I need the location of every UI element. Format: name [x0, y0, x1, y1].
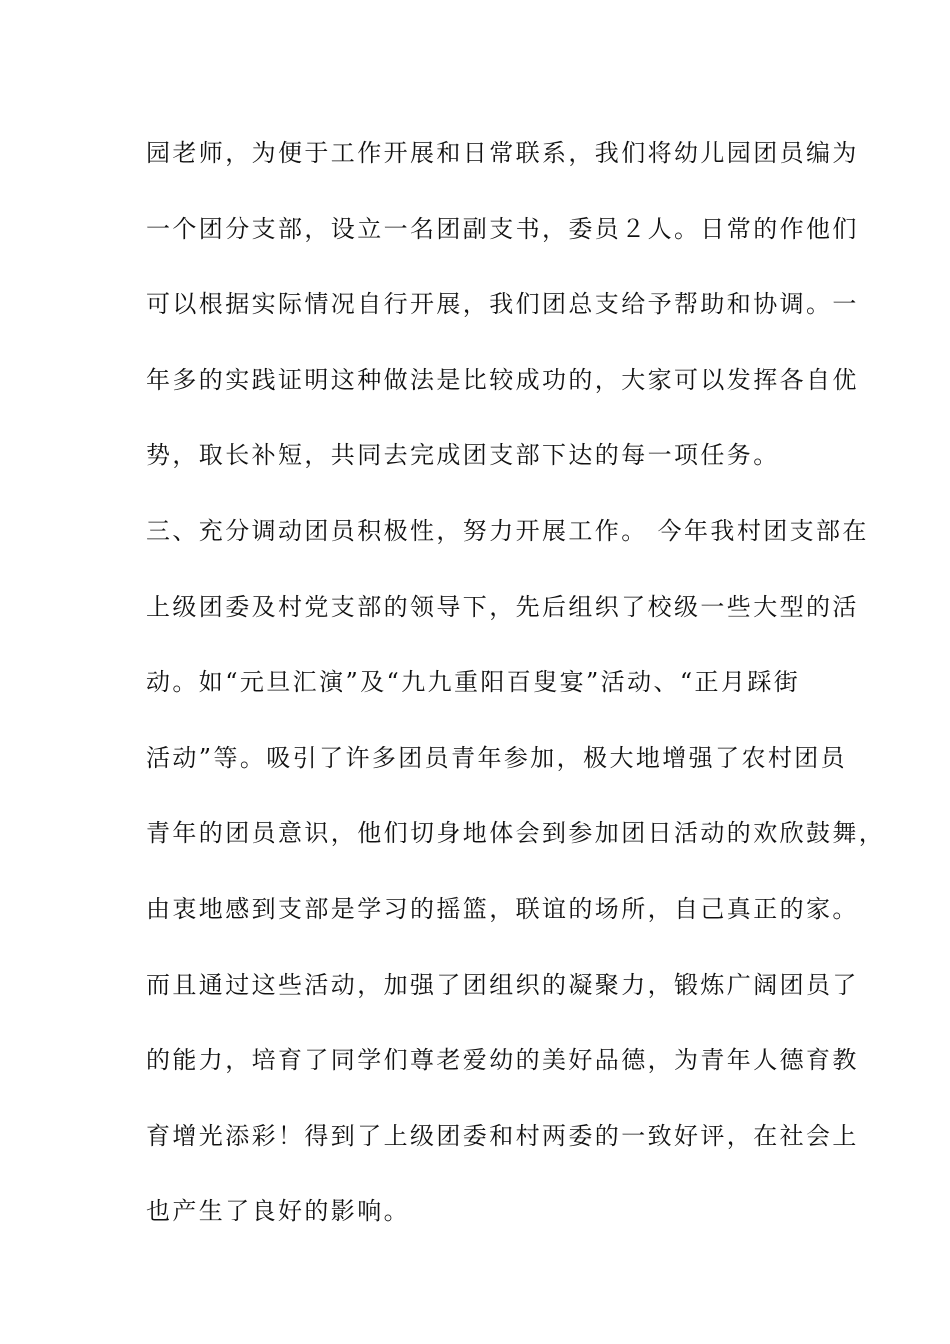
text-line: 上级团委及村党支部的领导下，先后组织了校级一些大型的活	[146, 592, 859, 621]
section-heading-line: 三、充分调动团员积极性，努力开展工作。 今年我村团支部在	[146, 516, 869, 545]
text-line: 活动”等。吸引了许多团员青年参加，极大地增强了农村团员	[146, 743, 848, 772]
text-line: 年多的实践证明这种做法是比较成功的，大家可以发挥各自优	[146, 365, 859, 394]
text-line: 势，取长补短，共同去完成团支部下达的每一项任务。	[146, 441, 780, 470]
text-line: 也产生了良好的影响。	[146, 1197, 410, 1226]
text-line: 可以根据实际情况自行开展，我们团总支给予帮助和协调。一	[146, 290, 859, 319]
text-line: 的能力，培育了同学们尊老爱幼的美好品德，为青年人德育教	[146, 1046, 859, 1075]
text-line: 育增光添彩！得到了上级团委和村两委的一致好评，在社会上	[146, 1121, 859, 1150]
text-line: 动。如“元旦汇演”及“九九重阳百叟宴”活动、“正月踩街	[146, 668, 801, 697]
text-line: 一个团分支部，设立一名团副支书，委员２人。日常的作他们	[146, 214, 859, 243]
body-text	[146, 131, 886, 1265]
text-line: 而且通过这些活动，加强了团组织的凝聚力，锻炼广阔团员了	[146, 970, 859, 999]
text-line: 园老师，为便于工作开展和日常联系，我们将幼儿园团员编为	[146, 139, 859, 167]
text-line: 由衷地感到支部是学习的摇篮，联谊的场所，自己真正的家。	[146, 894, 859, 923]
text-line: 青年的团员意识，他们切身地体会到参加团日活动的欢欣鼓舞，	[146, 819, 886, 848]
